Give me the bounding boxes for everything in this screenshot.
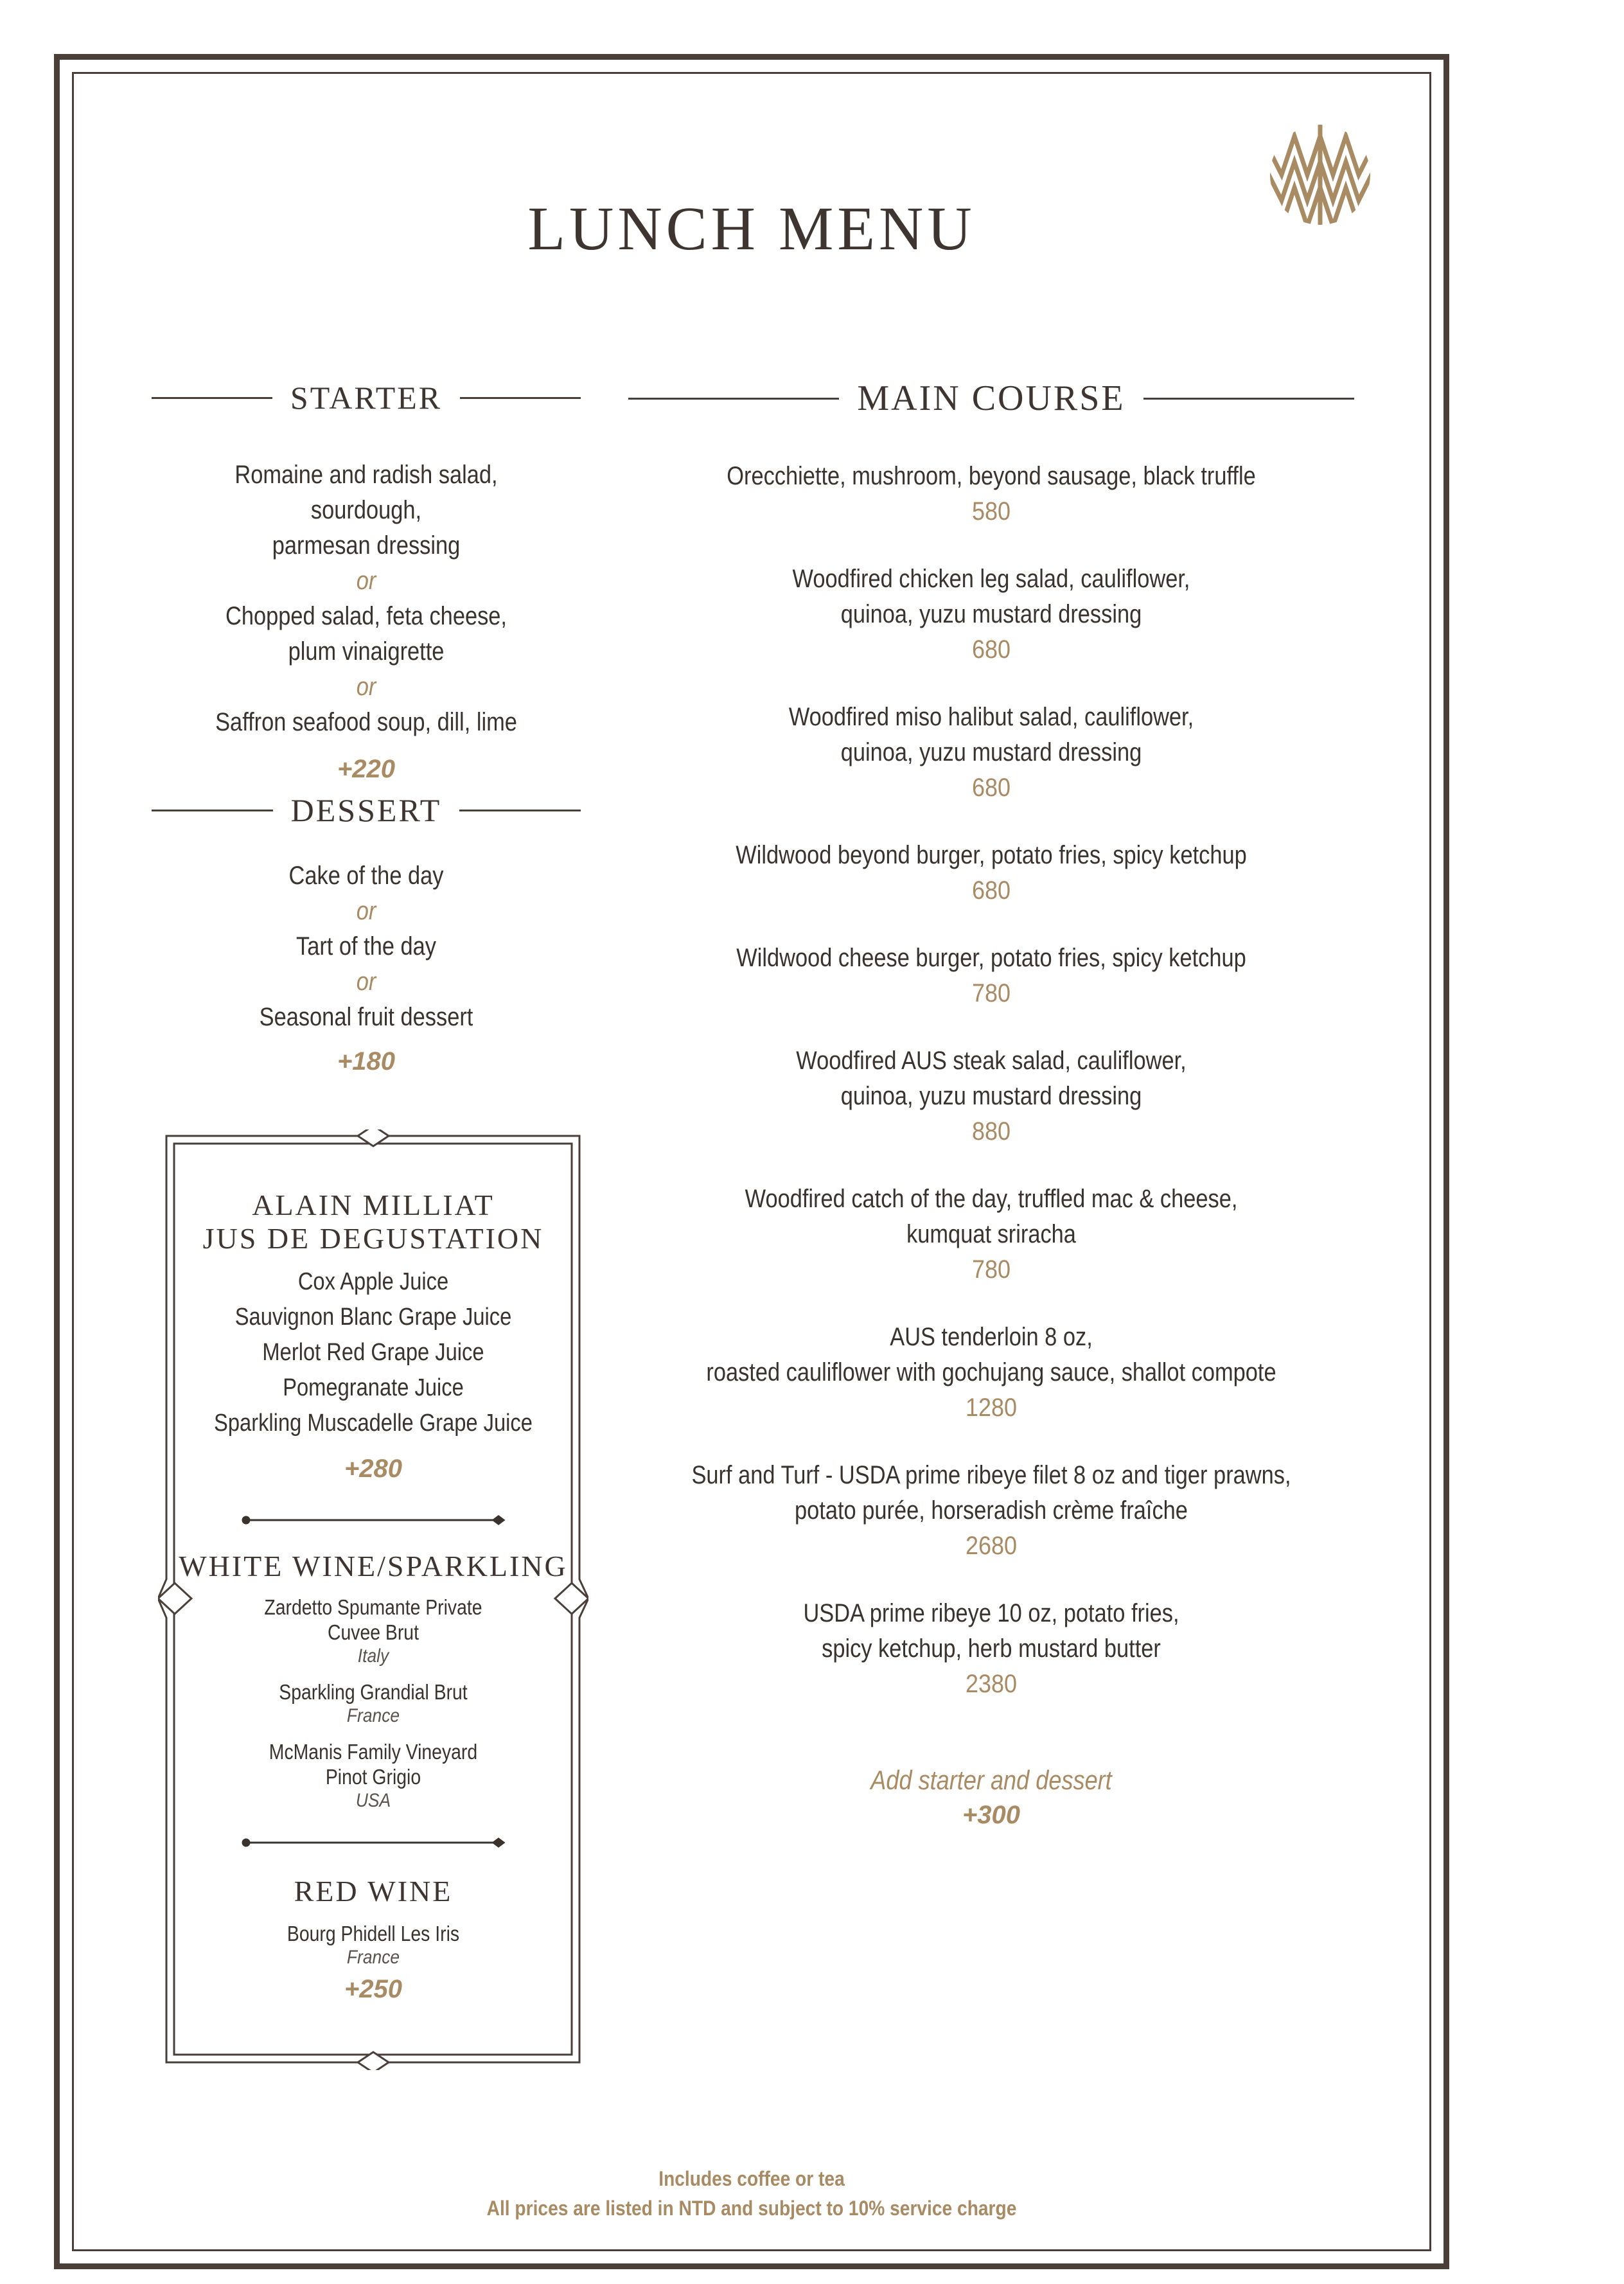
addon-price: +300 xyxy=(962,1801,1021,1829)
wine-origin: France xyxy=(346,1705,400,1726)
divider xyxy=(459,810,581,811)
juice-section xyxy=(158,1189,588,1487)
dish-name: potato purée, horseradish crème fraîche xyxy=(795,1496,1188,1525)
dish-name: quinoa, yuzu mustard dressing xyxy=(840,738,1142,766)
or-separator: or xyxy=(356,567,376,595)
main-dish xyxy=(628,1043,1354,1149)
dessert-heading-label: DESSERT xyxy=(290,792,442,828)
main-dish xyxy=(628,562,1354,668)
main-course-list xyxy=(628,459,1354,1734)
or-separator: or xyxy=(356,897,376,925)
main-dish xyxy=(628,941,1354,1011)
juice-item: Sparkling Muscadelle Grape Juice xyxy=(214,1410,533,1437)
dish-name: Woodfired miso halibut salad, cauliflower, xyxy=(788,703,1194,731)
footer-note xyxy=(0,2164,1503,2223)
wine-name: Bourg Phidell Les Iris xyxy=(287,1922,460,1945)
footer-line: All prices are listed in NTD and subject to 10% service charge xyxy=(486,2197,1017,2220)
dish-name: USDA prime ribeye 10 oz, potato fries, xyxy=(803,1599,1179,1627)
dish-name: AUS tenderloin 8 oz, xyxy=(890,1323,1093,1351)
dessert-item: Cake of the day xyxy=(288,862,444,890)
starter-heading xyxy=(152,379,581,416)
main-dish xyxy=(628,459,1354,529)
main-dish xyxy=(628,838,1354,908)
wine-name: Sparkling Grandial Brut xyxy=(279,1680,468,1704)
dish-name: Wildwood beyond burger, potato fries, spicy ketchup xyxy=(736,841,1247,869)
main-dish xyxy=(628,1596,1354,1702)
starter-item: plum vinaigrette xyxy=(288,637,445,666)
dish-name: spicy ketchup, herb mustard butter xyxy=(822,1634,1161,1663)
dish-price: 680 xyxy=(971,635,1011,664)
wine-origin: Italy xyxy=(357,1645,389,1667)
red-wine-section xyxy=(158,1875,588,2007)
main-dish xyxy=(628,1320,1354,1426)
dish-name: Woodfired AUS steak salad, cauliflower, xyxy=(796,1047,1187,1075)
divider xyxy=(628,398,839,400)
juice-item: Merlot Red Grape Juice xyxy=(262,1339,484,1366)
main-course-heading-label: MAIN COURSE xyxy=(857,378,1125,418)
wine-name: Cuvee Brut xyxy=(328,1620,419,1644)
wine-name: Zardetto Spumante Private xyxy=(264,1595,482,1619)
dish-name: Woodfired catch of the day, truffled mac & cheese, xyxy=(745,1185,1238,1213)
dish-name: Woodfired chicken leg salad, cauliflower, xyxy=(792,565,1190,593)
juice-heading-title: JUS DE DEGUSTATION xyxy=(202,1222,544,1255)
main-dish xyxy=(628,700,1354,806)
addon-section xyxy=(628,1762,1354,1833)
drinks-box xyxy=(158,1129,588,2070)
starter-price: +220 xyxy=(337,755,396,783)
starter-list xyxy=(152,457,581,787)
main-dish xyxy=(628,1182,1354,1288)
dessert-item: Seasonal fruit dessert xyxy=(259,1003,473,1031)
dessert-list xyxy=(152,858,581,1079)
dish-price: 880 xyxy=(971,1117,1011,1146)
dish-name: roasted cauliflower with gochujang sauce, shallot compote xyxy=(706,1358,1276,1386)
juice-item: Pomegranate Juice xyxy=(283,1374,464,1401)
wine-origin: USA xyxy=(355,1790,391,1811)
main-dish xyxy=(628,1458,1354,1564)
divider xyxy=(152,810,273,811)
wine-origin: France xyxy=(346,1947,400,1968)
main-course-heading xyxy=(628,378,1354,419)
juice-heading-brand: ALAIN MILLIAT xyxy=(252,1189,495,1221)
or-separator: or xyxy=(356,673,376,701)
wine-name: McManis Family Vineyard xyxy=(269,1740,478,1764)
dish-name: Orecchiette, mushroom, beyond sausage, black truffle xyxy=(727,462,1256,490)
dessert-item: Tart of the day xyxy=(296,932,436,961)
or-separator: or xyxy=(356,968,376,996)
starter-item: Romaine and radish salad, sourdough, xyxy=(234,461,498,524)
starter-item: Saffron seafood soup, dill, lime xyxy=(215,708,517,736)
dessert-price: +180 xyxy=(337,1047,396,1076)
white-wine-section xyxy=(158,1550,588,1812)
dish-price: 580 xyxy=(971,497,1011,526)
divider xyxy=(460,397,581,399)
dish-price: 680 xyxy=(971,876,1011,905)
footer-line: Includes coffee or tea xyxy=(658,2167,845,2190)
dish-name: Surf and Turf - USDA prime ribeye filet 8 oz and tiger prawns, xyxy=(691,1461,1291,1489)
wine-name: Pinot Grigio xyxy=(325,1765,421,1789)
dish-price: 2380 xyxy=(965,1670,1018,1698)
white-wine-heading: WHITE WINE/SPARKLING xyxy=(179,1550,568,1582)
juice-item: Sauvignon Blanc Grape Juice xyxy=(234,1304,512,1331)
dish-price: 2680 xyxy=(965,1532,1018,1560)
starter-heading-label: STARTER xyxy=(290,380,443,416)
starter-item: parmesan dressing xyxy=(272,531,461,560)
divider xyxy=(152,397,272,399)
dish-price: 780 xyxy=(971,979,1011,1007)
dish-name: kumquat sriracha xyxy=(906,1220,1076,1248)
addon-label: Add starter and dessert xyxy=(870,1765,1112,1795)
page-title: LUNCH MENU xyxy=(527,194,976,263)
dish-name: quinoa, yuzu mustard dressing xyxy=(840,1082,1142,1110)
dish-name: quinoa, yuzu mustard dressing xyxy=(840,600,1142,628)
red-wine-price: +250 xyxy=(344,1975,403,2003)
starter-item: Chopped salad, feta cheese, xyxy=(225,602,507,630)
dish-price: 1280 xyxy=(965,1394,1018,1422)
red-wine-heading: RED WINE xyxy=(294,1875,453,1908)
divider xyxy=(1143,398,1354,400)
juice-item: Cox Apple Juice xyxy=(297,1268,449,1295)
dish-name: Wildwood cheese burger, potato fries, spicy ketchup xyxy=(736,944,1246,972)
juice-price: +280 xyxy=(344,1455,403,1483)
dish-price: 680 xyxy=(971,774,1011,802)
dish-price: 780 xyxy=(971,1255,1011,1284)
dessert-heading xyxy=(152,792,581,829)
